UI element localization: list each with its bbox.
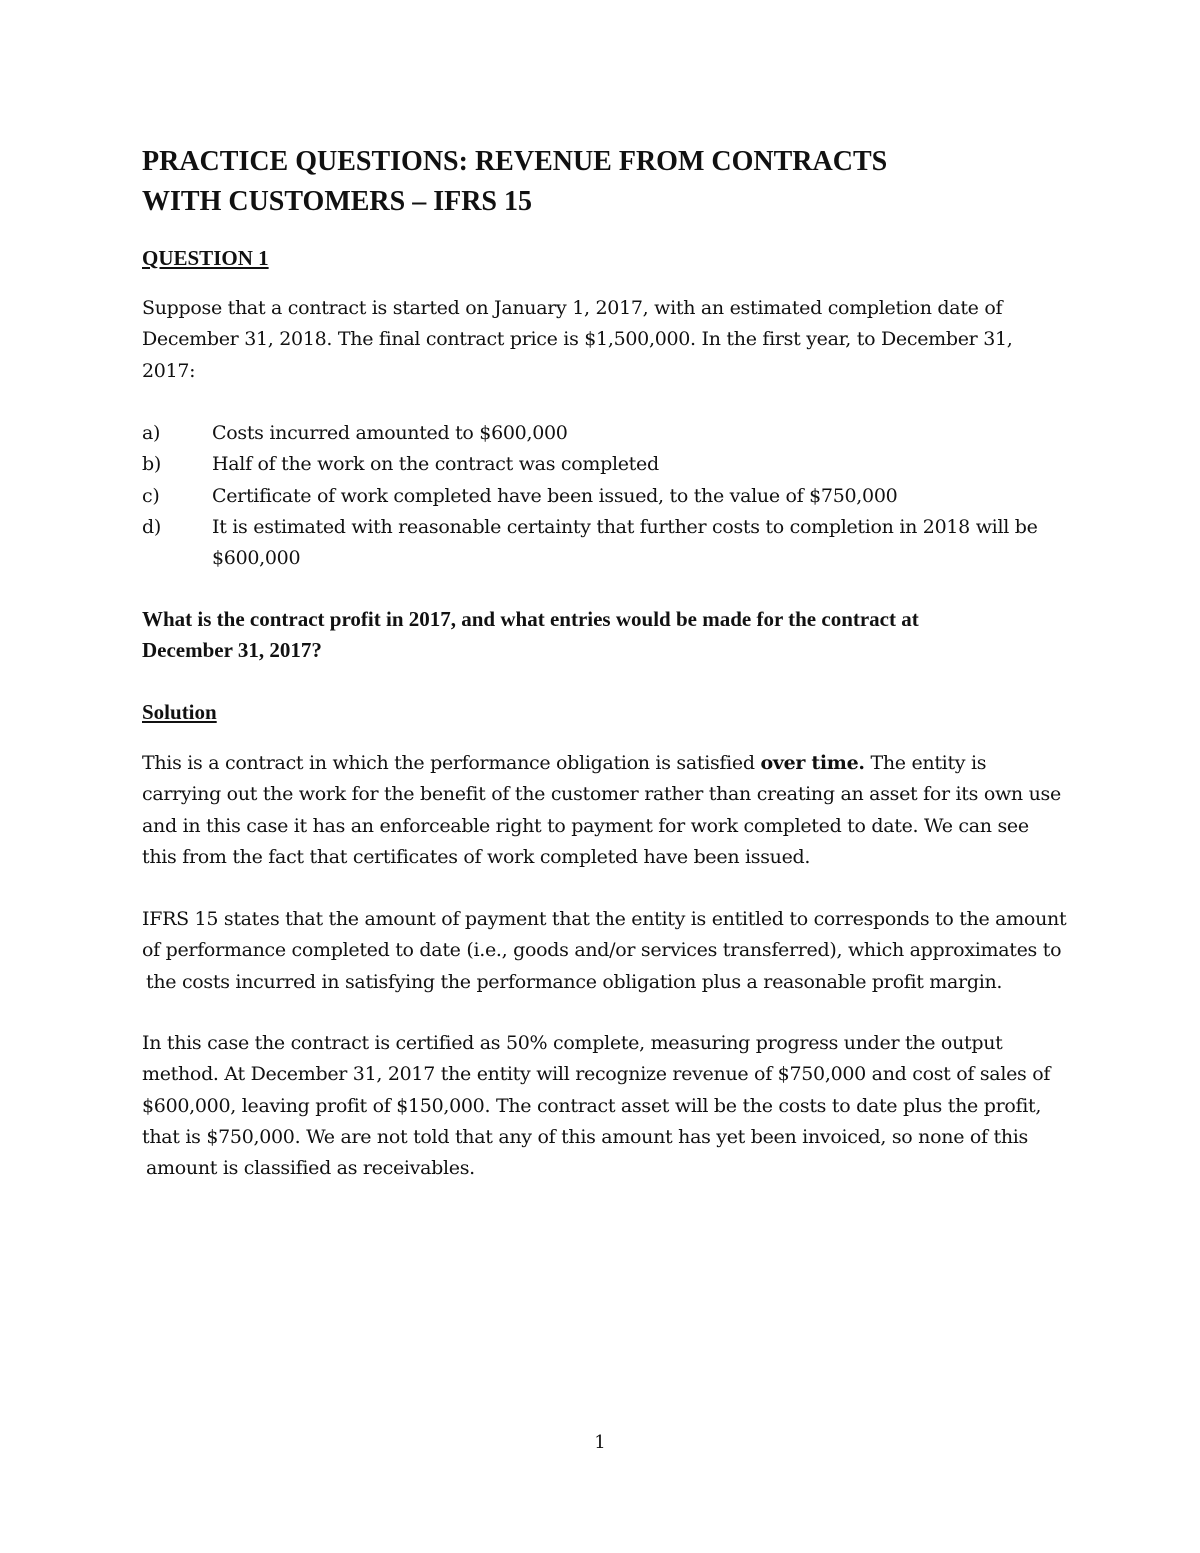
list-item: [142, 449, 1067, 480]
paragraph-line: that is $750,000. We are not told that any of this amount has yet been invoiced, so none of this: [142, 1125, 1028, 1148]
intro-line: Suppose that a contract is started on January 1, 2017, with an estimated completion date of: [142, 297, 1003, 319]
paragraph-line: the costs incurred in satisfying the performance obligation plus a reasonable profit margin.: [146, 970, 1003, 993]
list-item-text: Half of the work on the contract was completed: [212, 453, 659, 476]
solution-paragraph-2: [142, 904, 1067, 998]
list-marker: c): [142, 484, 160, 507]
paragraph-line: carrying out the work for the benefit of the customer rather than creating an asset for its own use: [142, 783, 1061, 806]
paragraph-line: $600,000, leaving profit of $150,000. The contract asset will be the costs to date plus the profit,: [142, 1094, 1042, 1117]
list-item: [142, 481, 1067, 512]
paragraph-line: [142, 748, 1067, 779]
list-marker: a): [142, 422, 161, 444]
paragraph-line: and in this case it has an enforceable right to payment for work completed to date. We can see: [142, 814, 1029, 837]
title-line-1: PRACTICE QUESTIONS: REVENUE FROM CONTRACTS: [142, 146, 888, 177]
list-marker: d): [142, 515, 161, 538]
page-number: 1: [594, 1432, 606, 1453]
list-item: [142, 418, 1067, 449]
list-item-text: Certificate of work completed have been issued, to the value of $750,000: [212, 484, 898, 507]
list-item-text: Costs incurred amounted to $600,000: [212, 422, 568, 444]
prompt-line: December 31, 2017?: [142, 638, 322, 662]
intro-line: 2017:: [142, 359, 196, 382]
list-item-text-continued: $600,000: [212, 547, 301, 570]
paragraph-line: In this case the contract is certified as 50% complete, measuring progress under the output: [142, 1032, 1003, 1054]
question-1-prompt: [142, 604, 1067, 666]
list-marker: b): [142, 453, 161, 476]
list-item: [142, 512, 1067, 575]
solution-paragraph-1: [142, 748, 1067, 873]
emphasis-text: over time.: [760, 752, 865, 774]
title-line-2: WITH CUSTOMERS – IFRS 15: [142, 186, 533, 217]
paragraph-text: This is a contract in which the performance obligation is satisfied: [142, 752, 761, 774]
paragraph-line: amount is classified as receivables.: [146, 1157, 475, 1180]
solution-heading: Solution: [142, 700, 217, 724]
question-1-intro: [142, 293, 1067, 387]
paragraph-line: of performance completed to date (i.e., goods and/or services transferred), which approximates to: [142, 939, 1062, 962]
question-1-list: [142, 418, 1067, 574]
paragraph-text: The entity is: [864, 752, 987, 774]
document-title: [142, 142, 1082, 222]
list-item-text: It is estimated with reasonable certainty that further costs to completion in 2018 will be: [212, 515, 1038, 538]
intro-line: December 31, 2018. The final contract price is $1,500,000. In the first year, to December 31,: [142, 328, 1013, 351]
paragraph-line: method. At December 31, 2017 the entity will recognize revenue of $750,000 and cost of sales of: [142, 1063, 1051, 1086]
paragraph-line: IFRS 15 states that the amount of payment that the entity is entitled to corresponds to the amount: [142, 908, 1067, 930]
question-1-heading: QUESTION 1: [142, 246, 269, 270]
solution-paragraph-3: [142, 1028, 1067, 1184]
prompt-line: What is the contract profit in 2017, and what entries would be made for the contract at: [142, 607, 919, 631]
paragraph-line: this from the fact that certificates of work completed have been issued.: [142, 845, 811, 868]
